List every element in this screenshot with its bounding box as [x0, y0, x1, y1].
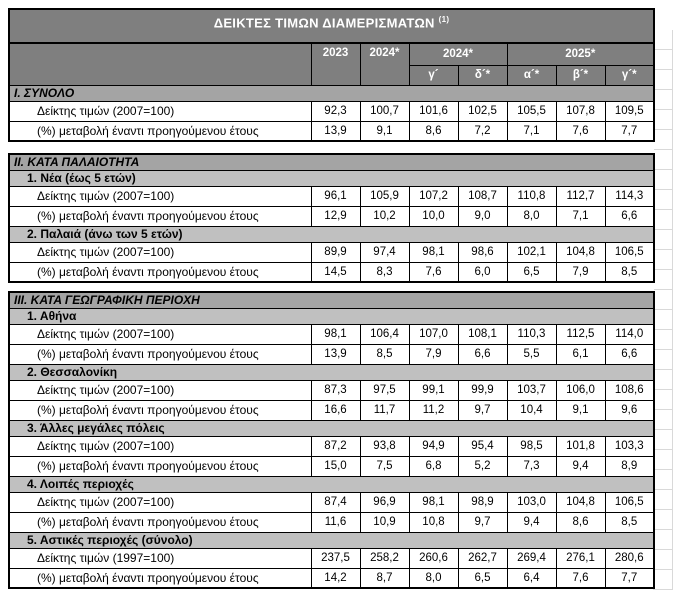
value-cell: 8,0	[507, 206, 556, 226]
value-cell: 100,7	[360, 101, 409, 121]
subsection-title: 2. Θεσσαλονίκη	[9, 364, 654, 380]
value-cell: 103,3	[605, 436, 654, 456]
value-cell: 7,1	[507, 121, 556, 141]
value-cell: 103,0	[507, 492, 556, 512]
value-cell: 109,5	[605, 101, 654, 121]
value-cell: 11,6	[311, 512, 360, 532]
section-2-title: II. ΚΑΤΑ ΠΑΛΑΙΟΤΗΤΑ	[9, 154, 654, 170]
value-cell: 108,7	[458, 186, 507, 206]
row-label: (%) μεταβολή έναντι προηγούμενου έτους	[9, 400, 311, 420]
value-cell: 105,5	[507, 101, 556, 121]
table-row	[9, 186, 654, 206]
row-label: Δείκτης τιμών (2007=100)	[9, 380, 311, 400]
value-cell: 99,1	[409, 380, 458, 400]
table-title-row	[9, 9, 654, 43]
value-cell: 106,5	[605, 492, 654, 512]
value-cell: 114,3	[605, 186, 654, 206]
value-cell: 98,6	[458, 242, 507, 262]
value-cell: 98,1	[409, 242, 458, 262]
value-cell: 7,2	[458, 121, 507, 141]
table-row	[9, 400, 654, 420]
value-cell: 10,2	[360, 206, 409, 226]
subsection-title: 4. Λοιπές περιοχές	[9, 476, 654, 492]
value-cell: 9,1	[360, 121, 409, 141]
value-cell: 7,7	[605, 121, 654, 141]
row-label: (%) μεταβολή έναντι προηγούμενου έτους	[9, 512, 311, 532]
apartment-price-index-table	[8, 8, 655, 589]
table-row	[9, 262, 654, 282]
value-cell: 7,6	[409, 262, 458, 282]
value-cell: 7,3	[507, 456, 556, 476]
value-cell: 8,3	[360, 262, 409, 282]
value-cell: 114,0	[605, 324, 654, 344]
table-row	[9, 456, 654, 476]
value-cell: 6,1	[556, 344, 605, 364]
section-3-title: III. ΚΑΤΑ ΓΕΩΓΡΑΦΙΚΗ ΠΕΡΙΟΧΗ	[9, 292, 654, 308]
row-label: Δείκτης τιμών (2007=100)	[9, 324, 311, 344]
value-cell: 107,8	[556, 101, 605, 121]
table-row	[9, 206, 654, 226]
value-cell: 87,3	[311, 380, 360, 400]
value-cell: 13,9	[311, 344, 360, 364]
row-label: Δείκτης τιμών (2007=100)	[9, 492, 311, 512]
col-group-2024: 2024*	[409, 43, 507, 65]
value-cell: 110,3	[507, 324, 556, 344]
table-row	[9, 242, 654, 262]
value-cell: 262,7	[458, 548, 507, 568]
col-header-2023: 2023	[311, 43, 360, 85]
value-cell: 8,9	[605, 456, 654, 476]
value-cell: 12,9	[311, 206, 360, 226]
value-cell: 8,6	[556, 512, 605, 532]
value-cell: 98,5	[507, 436, 556, 456]
value-cell: 6,6	[605, 206, 654, 226]
value-cell: 15,0	[311, 456, 360, 476]
value-cell: 9,1	[556, 400, 605, 420]
value-cell: 5,5	[507, 344, 556, 364]
value-cell: 9,4	[556, 456, 605, 476]
value-cell: 92,3	[311, 101, 360, 121]
subsection-title: 5. Αστικές περιοχές (σύνολο)	[9, 532, 654, 548]
value-cell: 9,7	[458, 400, 507, 420]
value-cell: 14,5	[311, 262, 360, 282]
value-cell: 96,1	[311, 186, 360, 206]
value-cell: 11,2	[409, 400, 458, 420]
value-cell: 6,8	[409, 456, 458, 476]
row-label: (%) μεταβολή έναντι προηγούμενου έτους	[9, 568, 311, 588]
col-header-2025-q3: γ´*	[605, 65, 654, 85]
value-cell: 7,7	[605, 568, 654, 588]
value-cell: 9,6	[605, 400, 654, 420]
value-cell: 99,9	[458, 380, 507, 400]
table-row	[9, 344, 654, 364]
value-cell: 98,9	[458, 492, 507, 512]
table-title-text: ΔΕΙΚΤΕΣ ΤΙΜΩΝ ΔΙΑΜΕΡΙΣΜΑΤΩΝ	[213, 15, 435, 31]
value-cell: 8,7	[360, 568, 409, 588]
value-cell: 9,4	[507, 512, 556, 532]
value-cell: 8,5	[360, 344, 409, 364]
value-cell: 106,0	[556, 380, 605, 400]
value-cell: 97,4	[360, 242, 409, 262]
value-cell: 6,6	[605, 344, 654, 364]
value-cell: 95,4	[458, 436, 507, 456]
value-cell: 108,6	[605, 380, 654, 400]
subsection-header	[9, 532, 654, 548]
value-cell: 105,9	[360, 186, 409, 206]
subsection-title: 3. Άλλες μεγάλες πόλεις	[9, 420, 654, 436]
section-2-header	[9, 154, 654, 170]
value-cell: 103,7	[507, 380, 556, 400]
value-cell: 11,7	[360, 400, 409, 420]
section-1-header	[9, 85, 654, 101]
value-cell: 258,2	[360, 548, 409, 568]
value-cell: 107,0	[409, 324, 458, 344]
row-label: Δείκτης τιμών (2007=100)	[9, 242, 311, 262]
subsection-header	[9, 476, 654, 492]
value-cell: 112,7	[556, 186, 605, 206]
row-label: Δείκτης τιμών (2007=100)	[9, 436, 311, 456]
value-cell: 7,9	[556, 262, 605, 282]
table-row	[9, 380, 654, 400]
row-label: (%) μεταβολή έναντι προηγούμενου έτους	[9, 456, 311, 476]
value-cell: 6,5	[507, 262, 556, 282]
value-cell: 94,9	[409, 436, 458, 456]
value-cell: 98,1	[311, 324, 360, 344]
value-cell: 101,8	[556, 436, 605, 456]
subsection-header	[9, 226, 654, 242]
value-cell: 87,2	[311, 436, 360, 456]
value-cell: 6,4	[507, 568, 556, 588]
value-cell: 7,9	[409, 344, 458, 364]
value-cell: 16,6	[311, 400, 360, 420]
value-cell: 112,5	[556, 324, 605, 344]
value-cell: 106,5	[605, 242, 654, 262]
table-row	[9, 121, 654, 141]
value-cell: 9,0	[458, 206, 507, 226]
value-cell: 89,9	[311, 242, 360, 262]
value-cell: 104,8	[556, 242, 605, 262]
value-cell: 87,4	[311, 492, 360, 512]
value-cell: 96,9	[360, 492, 409, 512]
row-label: Δείκτης τιμών (1997=100)	[9, 548, 311, 568]
header-empty-cell	[9, 43, 311, 85]
table-row	[9, 568, 654, 588]
value-cell: 104,8	[556, 492, 605, 512]
value-cell: 93,8	[360, 436, 409, 456]
value-cell: 5,2	[458, 456, 507, 476]
row-label: (%) μεταβολή έναντι προηγούμενου έτους	[9, 262, 311, 282]
subsection-title: 1. Νέα (έως 5 ετών)	[9, 170, 654, 186]
table-row	[9, 548, 654, 568]
value-cell: 13,9	[311, 121, 360, 141]
value-cell: 107,2	[409, 186, 458, 206]
spreadsheet-gridline-strip	[653, 30, 673, 590]
row-label: (%) μεταβολή έναντι προηγούμενου έτους	[9, 344, 311, 364]
value-cell: 7,5	[360, 456, 409, 476]
table-row	[9, 436, 654, 456]
col-header-2024-q3: γ´	[409, 65, 458, 85]
value-cell: 8,6	[409, 121, 458, 141]
value-cell: 280,6	[605, 548, 654, 568]
value-cell: 9,7	[458, 512, 507, 532]
value-cell: 8,5	[605, 512, 654, 532]
value-cell: 106,4	[360, 324, 409, 344]
subsection-header	[9, 308, 654, 324]
subsection-header	[9, 364, 654, 380]
value-cell: 102,5	[458, 101, 507, 121]
value-cell: 108,1	[458, 324, 507, 344]
col-group-2025: 2025*	[507, 43, 654, 65]
section-separator	[9, 141, 654, 154]
value-cell: 237,5	[311, 548, 360, 568]
value-cell: 10,8	[409, 512, 458, 532]
subsection-header	[9, 170, 654, 186]
col-header-2025-q1: α´*	[507, 65, 556, 85]
value-cell: 101,6	[409, 101, 458, 121]
table-row	[9, 101, 654, 121]
row-label: (%) μεταβολή έναντι προηγούμενου έτους	[9, 121, 311, 141]
section-1-title: I. ΣΥΝΟΛΟ	[9, 85, 654, 101]
value-cell: 8,5	[605, 262, 654, 282]
row-label: (%) μεταβολή έναντι προηγούμενου έτους	[9, 206, 311, 226]
value-cell: 276,1	[556, 548, 605, 568]
table-title	[9, 9, 654, 43]
value-cell: 10,0	[409, 206, 458, 226]
value-cell: 102,1	[507, 242, 556, 262]
value-cell: 110,8	[507, 186, 556, 206]
row-label: Δείκτης τιμών (2007=100)	[9, 186, 311, 206]
subsection-title: 1. Αθήνα	[9, 308, 654, 324]
value-cell: 14,2	[311, 568, 360, 588]
value-cell: 6,6	[458, 344, 507, 364]
col-header-2024: 2024*	[360, 43, 409, 85]
subsection-header	[9, 420, 654, 436]
row-label: Δείκτης τιμών (2007=100)	[9, 101, 311, 121]
value-cell: 98,1	[409, 492, 458, 512]
value-cell: 260,6	[409, 548, 458, 568]
value-cell: 7,6	[556, 121, 605, 141]
section-3-header	[9, 292, 654, 308]
value-cell: 269,4	[507, 548, 556, 568]
value-cell: 10,9	[360, 512, 409, 532]
value-cell: 6,0	[458, 262, 507, 282]
value-cell: 7,1	[556, 206, 605, 226]
table-row	[9, 492, 654, 512]
column-header-row-1	[9, 43, 654, 65]
table-row	[9, 324, 654, 344]
value-cell: 6,5	[458, 568, 507, 588]
title-footnote-marker: (1)	[438, 15, 450, 24]
table-row	[9, 512, 654, 532]
value-cell: 97,5	[360, 380, 409, 400]
value-cell: 10,4	[507, 400, 556, 420]
value-cell: 7,6	[556, 568, 605, 588]
col-header-2024-q4: δ´*	[458, 65, 507, 85]
subsection-title: 2. Παλαιά (άνω των 5 ετών)	[9, 226, 654, 242]
section-separator	[9, 282, 654, 292]
value-cell: 8,0	[409, 568, 458, 588]
col-header-2025-q2: β´*	[556, 65, 605, 85]
